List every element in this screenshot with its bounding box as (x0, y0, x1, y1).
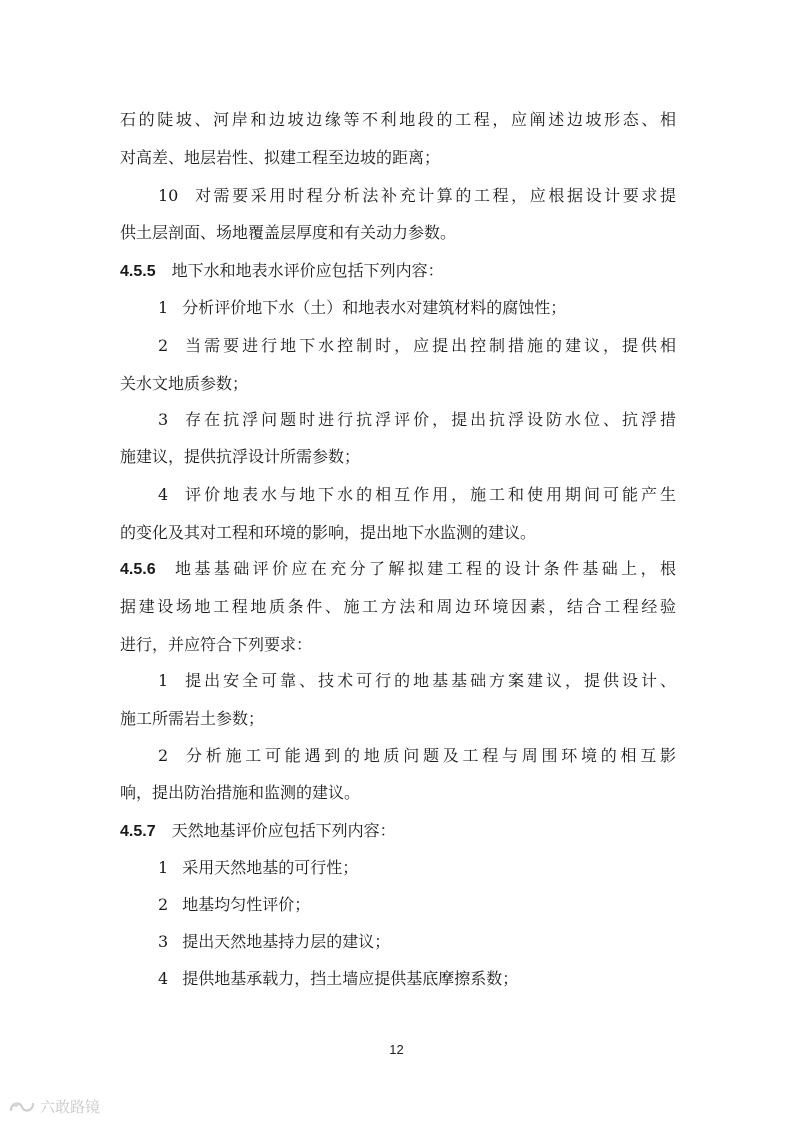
text-line: 进行，并应符合下列要求： (120, 635, 313, 654)
text-line: 对高差、地层岩性、拟建工程至边坡的距离； (120, 148, 441, 167)
text-line: 施建议，提供抗浮设计所需参数； (120, 447, 361, 466)
list-item: 1 分析评价地下水（土）和地表水对建筑材料的腐蚀性； (158, 298, 567, 317)
item-number: 3 (158, 410, 169, 429)
list-item: 1 提出安全可靠、技术可行的地基基础方案建议，提供设计、 (158, 671, 676, 690)
clause-number: 4.5.7 (120, 823, 156, 840)
item-number: 4 (158, 485, 169, 504)
list-item: 3 存在抗浮问题时进行抗浮评价，提出抗浮设防水位、抗浮措 (158, 410, 676, 429)
page-number: 12 (389, 1042, 404, 1057)
watermark-logo-icon (8, 1098, 36, 1116)
list-item: 3 提出天然地基持力层的建议； (158, 932, 391, 951)
watermark (8, 1096, 100, 1117)
item-number: 2 (158, 746, 169, 765)
text-line: 石的陡坡、河岸和边坡边缘等不利地段的工程，应阐述边坡形态、相 (120, 110, 676, 129)
list-item: 4 提供地基承载力，挡土墙应提供基底摩擦系数； (158, 969, 519, 988)
text-line: 据建设场地工程地质条件、施工方法和周边环境因素，结合工程经验 (120, 597, 676, 616)
list-item: 4 评价地表水与地下水的相互作用，施工和使用期间可能产生 (158, 485, 676, 504)
clause-number: 4.5.5 (120, 263, 156, 280)
list-item: 2 当需要进行地下水控制时，应提出控制措施的建议，提供相 (158, 336, 676, 355)
text-line: 供土层剖面、场地覆盖层厚度和有关动力参数。 (120, 223, 457, 242)
watermark-text: 六敢路镜 (40, 1098, 101, 1116)
text-line: 的变化及其对工程和环境的影响，提出地下水监测的建议。 (120, 523, 537, 542)
list-item: 2 地基均匀性评价； (158, 895, 311, 914)
list-item: 2 分析施工可能遇到的地质问题及工程与周围环境的相互影 (158, 746, 676, 765)
text-line: 响，提出防治措施和监测的建议。 (120, 783, 361, 802)
item-number: 3 (158, 932, 169, 951)
text-line: 施工所需岩土参数； (120, 709, 265, 728)
item-number: 1 (158, 298, 169, 317)
text-line: 关水文地质参数； (120, 374, 249, 393)
clause-heading: 4.5.5 地下水和地表水评价应包括下列内容： (120, 261, 444, 280)
item-number: 10 (158, 186, 179, 205)
item-number: 4 (158, 969, 169, 988)
clause-number: 4.5.6 (120, 561, 156, 578)
item-number: 1 (158, 858, 169, 877)
list-item: 1 采用天然地基的可行性； (158, 858, 359, 877)
clause-heading: 4.5.7 天然地基评价应包括下列内容： (120, 821, 396, 840)
item-number: 2 (158, 336, 169, 355)
item-number: 1 (158, 671, 169, 690)
list-item: 10 对需要采用时程分析法补充计算的工程，应根据设计要求提 (158, 186, 676, 205)
clause-heading: 4.5.6 地基基础评价应在充分了解拟建工程的设计条件基础上，根 (120, 559, 676, 578)
item-number: 2 (158, 895, 169, 914)
